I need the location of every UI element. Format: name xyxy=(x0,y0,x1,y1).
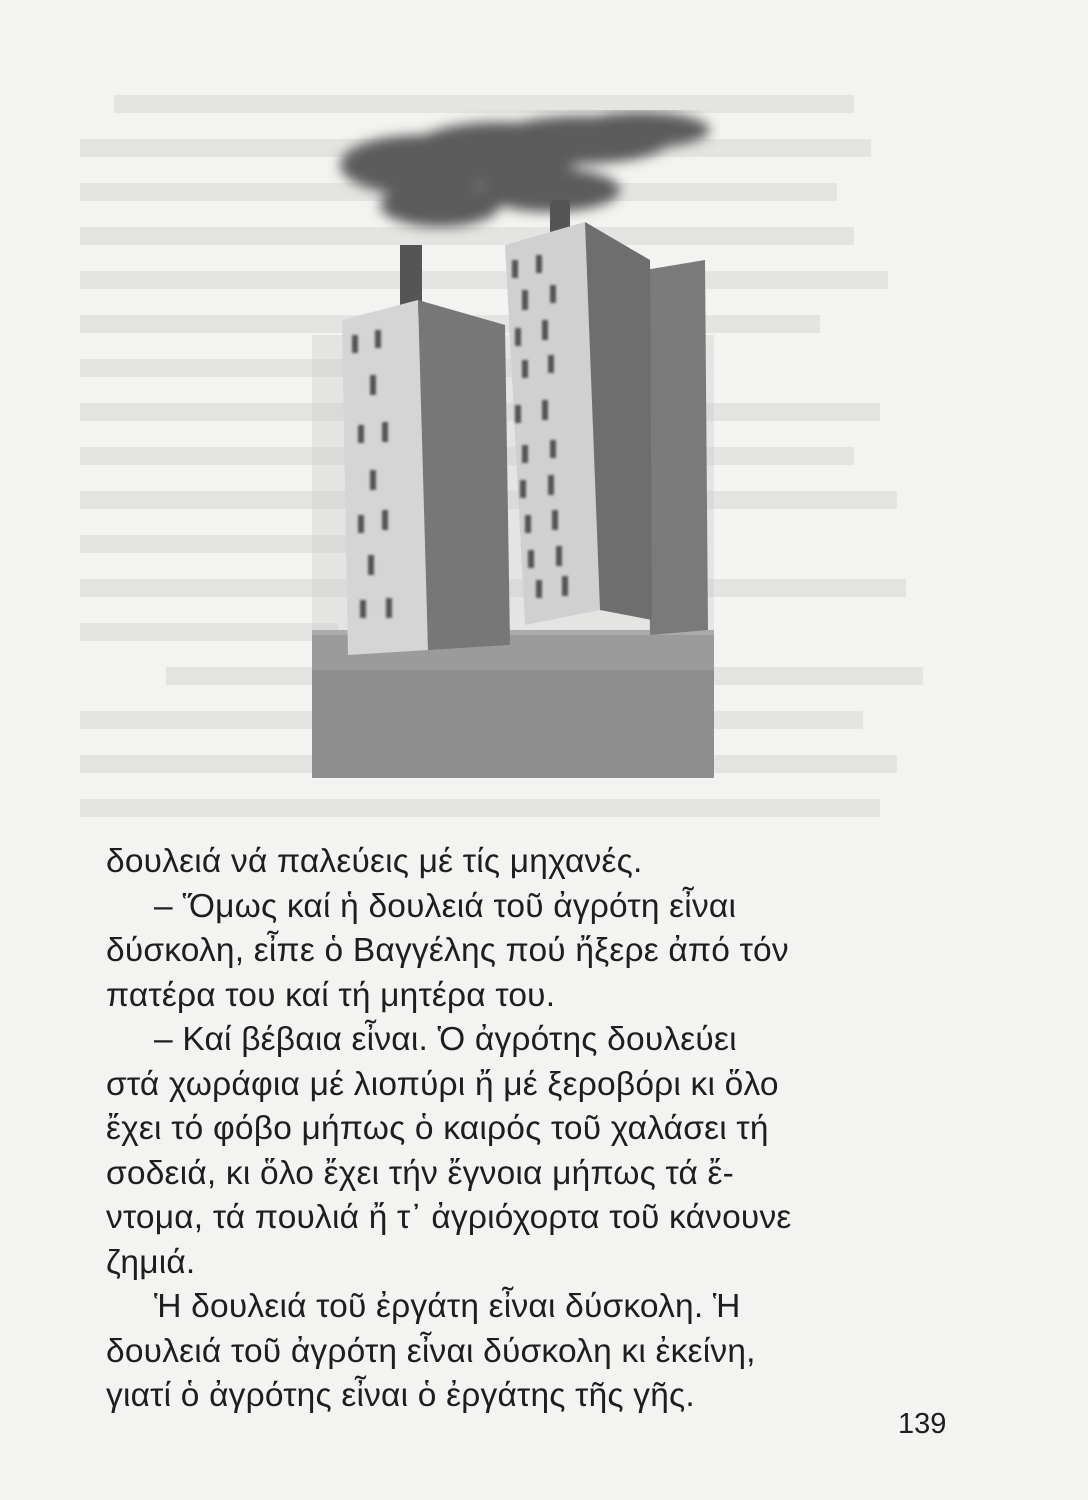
text-line: δουλειά νά παλεύεις μέ τίς μηχανές. xyxy=(106,843,643,880)
text-line: σοδειά, κι ὅλο ἔχει τήν ἔγνοια μήπως τά ἔ- xyxy=(106,1154,735,1192)
factory-buildings-drawing-icon xyxy=(300,110,720,780)
text-line: ζημιά. xyxy=(106,1243,196,1281)
text-line: ντομα, τά πουλιά ἤ τ᾽ ἀγριόχορτα τοῦ κάνουνε xyxy=(106,1199,792,1236)
text-line: δουλειά τοῦ ἀγρότη εἶναι δύσκολη κι ἐκείνη, xyxy=(106,1332,756,1370)
text-line: ἔχει τό φόβο μήπως ὁ καιρός τοῦ χαλάσει τή xyxy=(106,1110,769,1147)
text-line: – Ὅμως καί ἡ δουλειά τοῦ ἀγρότη εἶναι xyxy=(154,887,737,925)
text-line: – Καί βέβαια εἶναι. Ὁ ἀγρότης δουλεύει xyxy=(154,1021,737,1058)
body-text xyxy=(106,840,948,1419)
text-line: Ἡ δουλειά τοῦ ἐργάτη εἶναι δύσκολη. Ἡ xyxy=(154,1288,741,1325)
text-line: πατέρα του καί τή μητέρα του. xyxy=(106,976,556,1014)
text-line: γιατί ὁ ἀγρότης εἶναι ὁ ἐργάτης τῆς γῆς. xyxy=(106,1377,695,1414)
page-number: 139 xyxy=(898,1408,947,1440)
text-line: στά χωράφια μέ λιοπύρι ἤ μέ ξεροβόρι κι ὅλο xyxy=(106,1065,779,1103)
text-line: δύσκολη, εἶπε ὁ Βαγγέλης πού ἤξερε ἀπό τόν xyxy=(106,932,789,969)
